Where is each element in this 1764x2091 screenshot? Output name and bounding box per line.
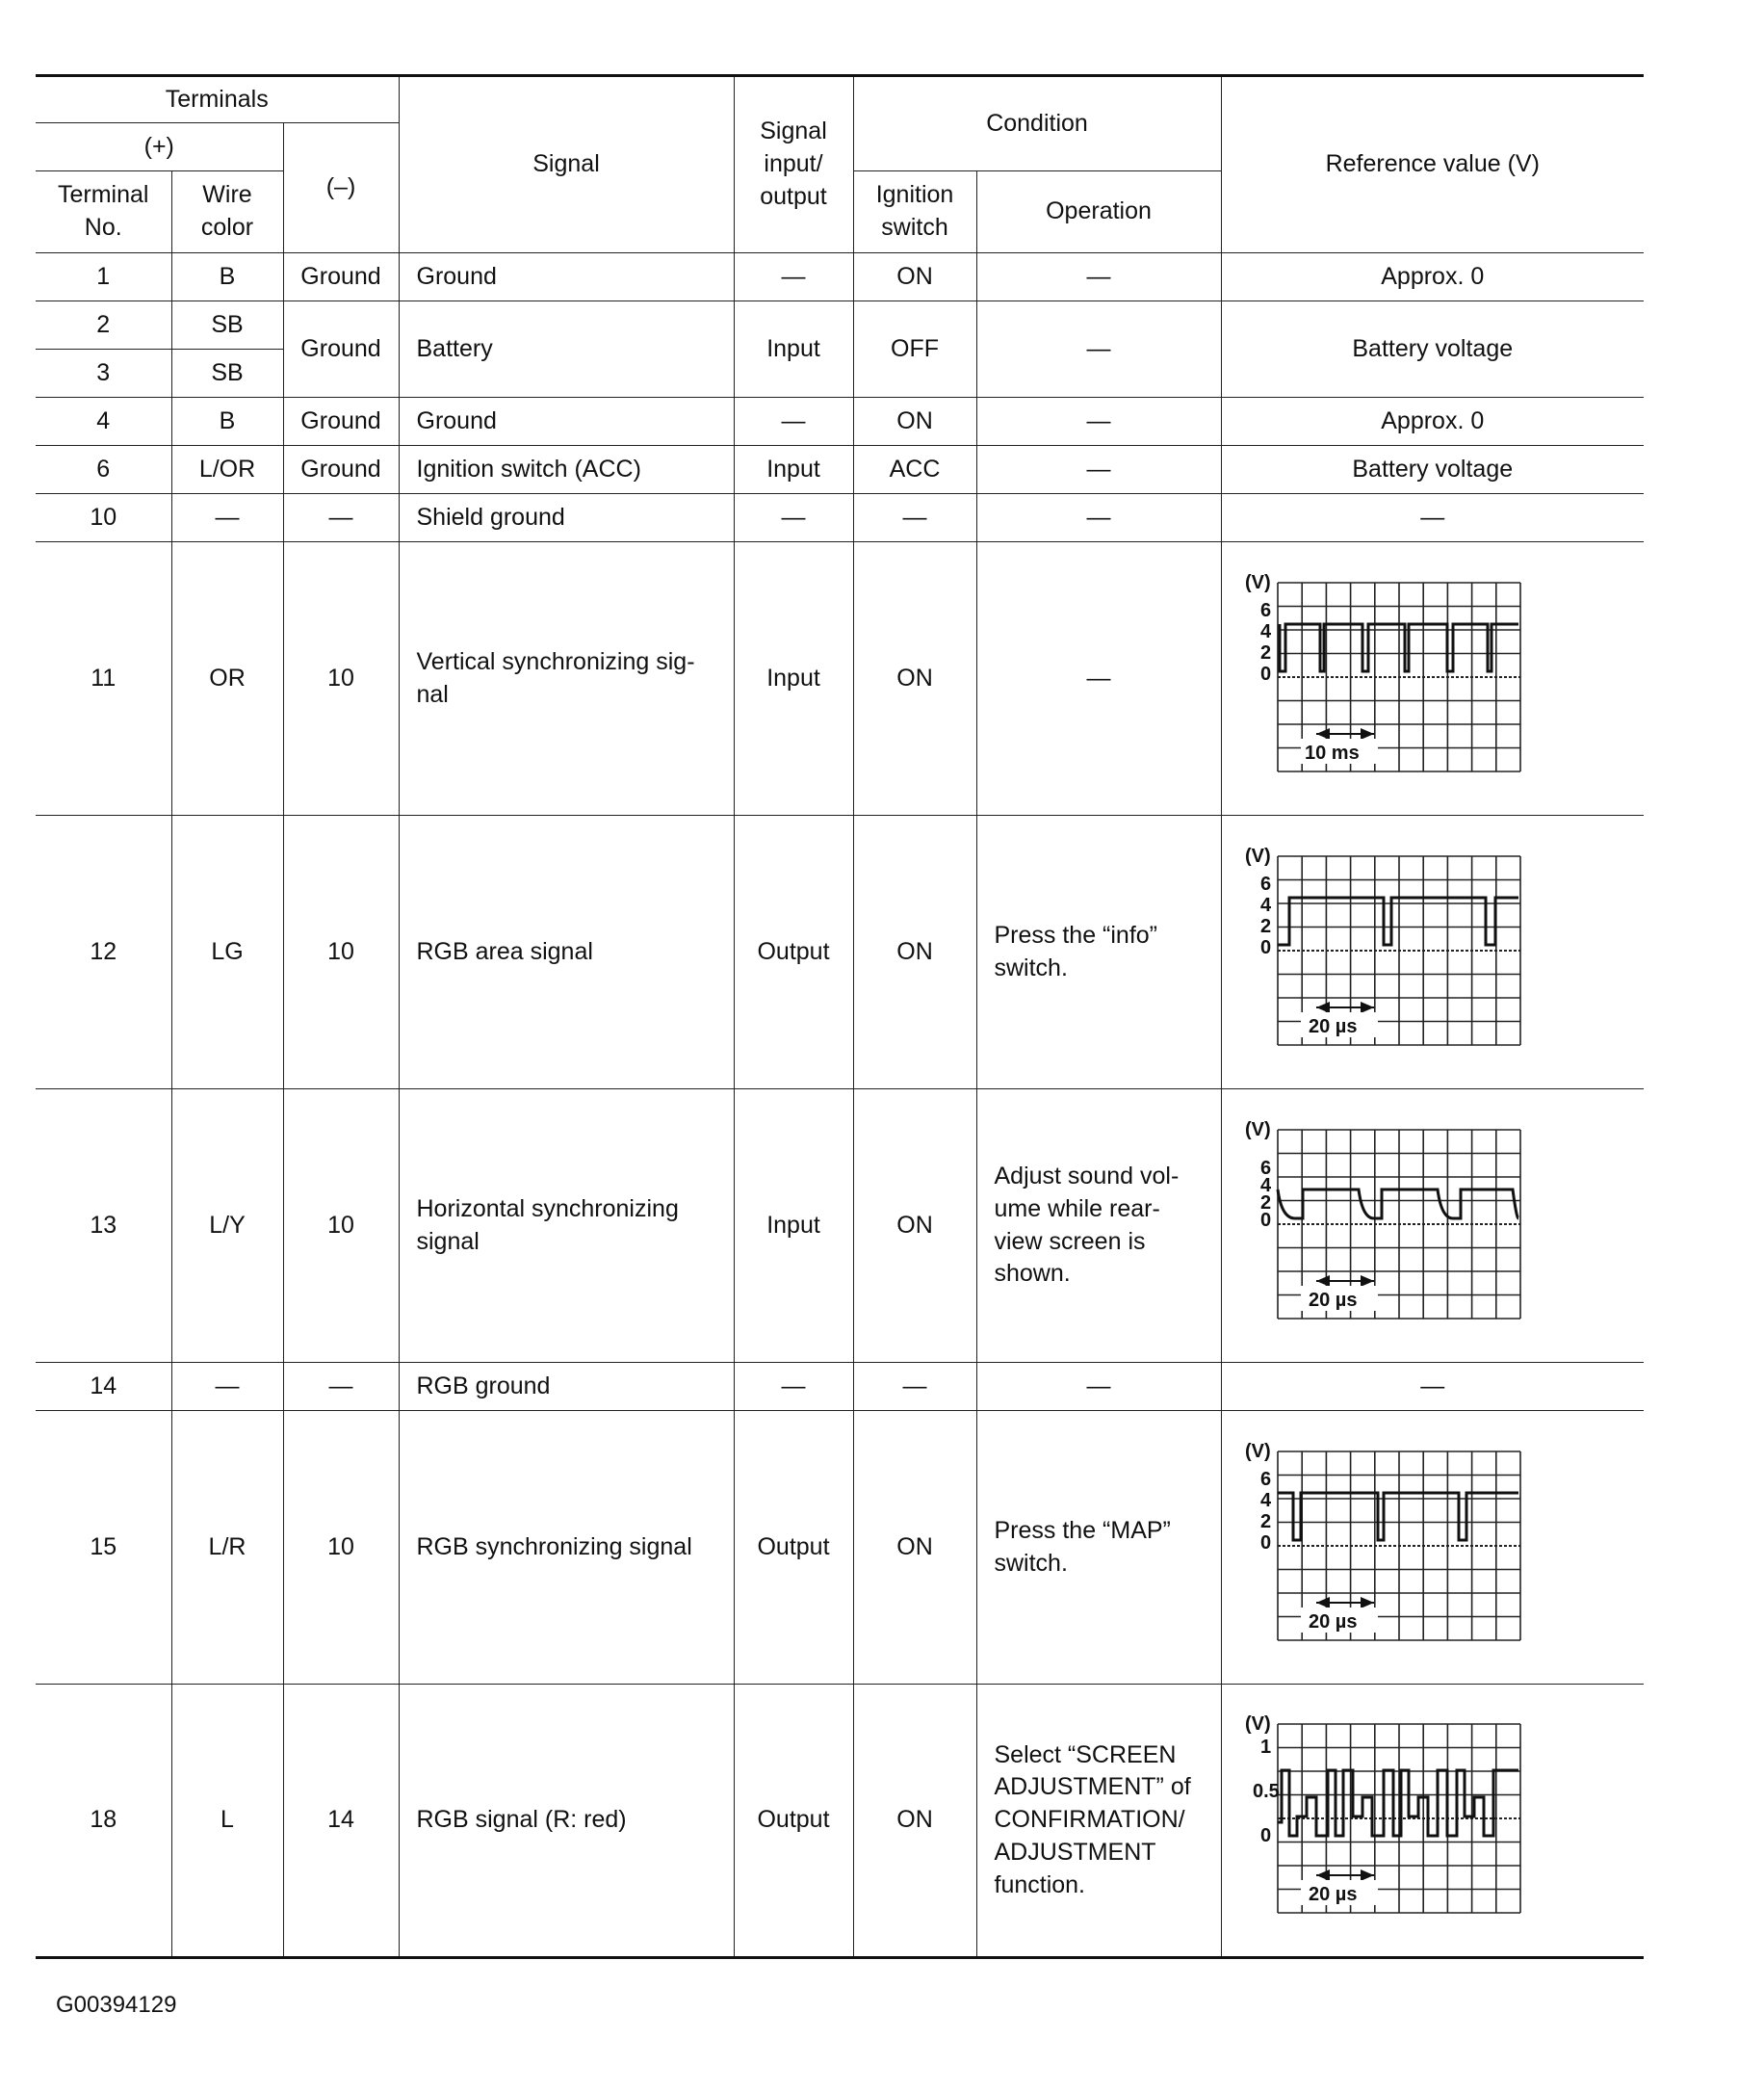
terminal-reference-table [36,74,1644,1959]
reference-value: — [1221,1363,1644,1411]
reference-waveform [1221,1411,1644,1685]
scope-time-label: 20 µs [1308,1015,1357,1037]
scope-label: 0 [1259,936,1271,958]
wire-color: LG [171,816,283,1089]
ignition-switch: — [853,1363,976,1411]
signal-name: RGB signal (R: red) [399,1685,734,1958]
ignition-switch: OFF [853,301,976,398]
ignition-switch: ON [853,398,976,446]
header-wire-color: Wire color [171,171,283,253]
operation: — [976,446,1221,494]
scope-unit: (V) [1244,846,1271,867]
header-plus: (+) [36,123,283,171]
ignition-switch: ON [853,1685,976,1958]
signal-io: Output [734,1685,853,1958]
minus-terminal: 10 [283,1089,399,1363]
oscilloscope-chart [1239,1714,1557,1926]
terminal-no: 14 [36,1363,171,1411]
scope-label: 0 [1259,1825,1271,1846]
ignition-switch: ON [853,253,976,301]
table-row [36,494,1644,542]
scope-unit: (V) [1244,1714,1271,1735]
reference-value: Approx. 0 [1221,398,1644,446]
scope-label: 1 [1259,1737,1271,1758]
signal-io: — [734,398,853,446]
operation: — [976,301,1221,398]
header-condition: Condition [853,76,1221,171]
table-row [36,1685,1644,1958]
scope-label: 6 [1259,599,1271,621]
header-ignition-switch: Ignition switch [853,171,976,253]
header-terminals: Terminals [36,76,399,123]
terminal-no: 15 [36,1411,171,1685]
signal-io: — [734,494,853,542]
signal-io: Input [734,301,853,398]
reference-value: — [1221,494,1644,542]
waveform-trace [1278,1189,1518,1218]
signal-name: Horizontal synchronizing signal [399,1089,734,1363]
terminal-no: 3 [36,350,171,398]
minus-terminal: — [283,494,399,542]
table-row [36,446,1644,494]
scope-label: 6 [1259,1468,1271,1490]
terminal-no: 1 [36,253,171,301]
reference-waveform [1221,1089,1644,1363]
time-span-marker [1316,728,1374,740]
operation: — [976,542,1221,816]
ignition-switch: ON [853,1411,976,1685]
ignition-switch: ON [853,816,976,1089]
minus-terminal: Ground [283,301,399,398]
wire-color: L/R [171,1411,283,1685]
scope-label: 2 [1259,915,1271,937]
waveform-trace [1278,898,1518,945]
terminal-no: 6 [36,446,171,494]
operation: Adjust sound vol- ume while rear- view screen is shown. [976,1089,1221,1363]
terminal-no: 4 [36,398,171,446]
signal-name: Shield ground [399,494,734,542]
minus-terminal: — [283,1363,399,1411]
wire-color: SB [171,350,283,398]
scope-unit: (V) [1244,1441,1271,1462]
waveform-trace [1278,1493,1518,1540]
time-span-marker [1316,1869,1374,1881]
signal-io: — [734,1363,853,1411]
scope-label: 4 [1259,894,1271,916]
scope-label: 2 [1259,1510,1271,1532]
wire-color: L [171,1685,283,1958]
waveform-trace [1278,1770,1518,1836]
signal-name: Battery [399,301,734,398]
scope-label: 2 [1259,1191,1271,1214]
wire-color: SB [171,301,283,350]
table-row [36,816,1644,1089]
signal-name: Ignition switch (ACC) [399,446,734,494]
header-reference-value: Reference value (V) [1221,76,1644,253]
signal-name: RGB synchronizing signal [399,1411,734,1685]
ignition-switch: ACC [853,446,976,494]
signal-name: Ground [399,398,734,446]
header-minus: (–) [283,123,399,253]
scope-time-label: 20 µs [1308,1884,1357,1905]
oscilloscope-chart [1239,1120,1557,1332]
operation: Press the “info” switch. [976,816,1221,1089]
minus-terminal: Ground [283,446,399,494]
scope-label: 6 [1259,873,1271,895]
ignition-switch: ON [853,1089,976,1363]
oscilloscope-chart [1239,1442,1557,1654]
table-row [36,1089,1644,1363]
time-span-marker [1316,1275,1374,1287]
time-span-marker [1316,1597,1374,1608]
scope-time-label: 10 ms [1304,742,1360,764]
header-signal: Signal [399,76,734,253]
operation: — [976,398,1221,446]
minus-terminal: 10 [283,816,399,1089]
signal-io: Input [734,446,853,494]
signal-io: Input [734,542,853,816]
operation: — [976,1363,1221,1411]
document-id: G00394129 [56,1992,177,2018]
scope-label: 4 [1259,1174,1271,1196]
minus-terminal: Ground [283,398,399,446]
ignition-switch: — [853,494,976,542]
wire-color: B [171,253,283,301]
terminal-no: 13 [36,1089,171,1363]
scope-time-label: 20 µs [1308,1610,1357,1633]
header-operation: Operation [976,171,1221,253]
reference-value: Battery voltage [1221,446,1644,494]
wire-color: L/Y [171,1089,283,1363]
minus-terminal: Ground [283,253,399,301]
scope-time-label: 20 µs [1308,1289,1357,1311]
signal-name: Ground [399,253,734,301]
header-signal-io: Signal input/ output [734,76,853,253]
scope-label: 0.5 [1252,1781,1280,1802]
oscilloscope-chart [1239,573,1557,785]
wire-color: B [171,398,283,446]
minus-terminal: 14 [283,1685,399,1958]
signal-name: Vertical synchronizing sig- nal [399,542,734,816]
operation: Press the “MAP” switch. [976,1411,1221,1685]
operation: — [976,253,1221,301]
oscilloscope-chart [1239,847,1557,1059]
reference-value: Approx. 0 [1221,253,1644,301]
wire-color: — [171,1363,283,1411]
scope-label: 0 [1259,663,1271,685]
signal-io: Input [734,1089,853,1363]
terminal-no: 10 [36,494,171,542]
scope-label: 6 [1259,1157,1271,1179]
terminal-no: 2 [36,301,171,350]
reference-waveform [1221,816,1644,1089]
signal-io: Output [734,1411,853,1685]
wire-color: L/OR [171,446,283,494]
minus-terminal: 10 [283,542,399,816]
terminal-no: 18 [36,1685,171,1958]
wire-color: — [171,494,283,542]
reference-value: Battery voltage [1221,301,1644,398]
signal-io: — [734,253,853,301]
scope-unit: (V) [1244,1119,1271,1140]
table-row [36,1363,1644,1411]
terminal-no: 12 [36,816,171,1089]
scope-label: 4 [1259,620,1271,642]
scope-label: 0 [1259,1531,1271,1554]
table-row [36,253,1644,301]
table-row [36,398,1644,446]
wire-color: OR [171,542,283,816]
signal-name: RGB area signal [399,816,734,1089]
scope-label: 0 [1259,1209,1271,1231]
scope-label: 2 [1259,641,1271,664]
table-row [36,1411,1644,1685]
table-row [36,301,1644,350]
reference-waveform [1221,1685,1644,1958]
time-span-marker [1316,1002,1374,1013]
ignition-switch: ON [853,542,976,816]
operation: Select “SCREEN ADJUSTMENT” of CONFIRMATION/ ADJUSTMENT function. [976,1685,1221,1958]
operation: — [976,494,1221,542]
scope-label: 4 [1259,1489,1271,1511]
scope-unit: (V) [1244,572,1271,593]
header-terminal-no: Terminal No. [36,171,171,253]
terminal-no: 11 [36,542,171,816]
signal-io: Output [734,816,853,1089]
reference-waveform [1221,542,1644,816]
minus-terminal: 10 [283,1411,399,1685]
table-row [36,542,1644,816]
signal-name: RGB ground [399,1363,734,1411]
